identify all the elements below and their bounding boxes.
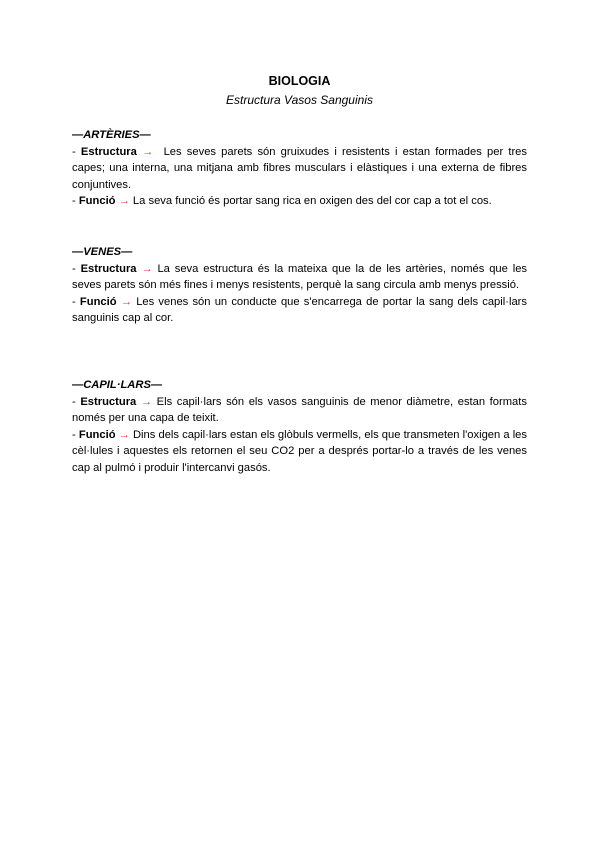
bullet-dash: - [72,145,81,158]
arrow-icon: → [140,395,153,408]
arrow-icon: → [118,428,130,441]
function-label: Funció [78,195,116,208]
arrow-icon: → [118,195,130,208]
section-heading: —ARTÈRIES— [72,129,151,141]
bullet-dash: - [72,295,80,308]
bullet-dash: - [72,195,79,208]
bullet-dash: - [72,428,79,441]
arrow-icon: → [141,262,153,275]
structure-text: La seva estructura és la mateixa que la de les artèries, només que les seves parets són més fines i menys resistents, perquè la sang circula amb menys pressió. [72,262,528,292]
arrow-icon: → [120,295,132,308]
structure-label: Estructura [80,395,137,408]
bullet-dash: - [72,395,81,408]
function-label: Funció [79,295,117,308]
function-paragraph [72,294,527,327]
arrow-icon: → [142,145,154,158]
structure-label: Estructura [80,262,137,275]
function-text: Dins dels capil·lars estan els glòbuls vermells, els que transmeten l'oxigen a les cèl·lules i aquestes els retornen el seu CO2 per a després portar-lo a través de les venes cap al pulmó i produir l'intercanvi gasós. [72,428,528,474]
function-label: Funció [78,428,116,441]
structure-text: Les seves parets són gruixudes i resistents i estan formades per tres capes; una interna, una mitjana amb fibres musculars i elàstiques i una externa de fibres conjuntives. [72,145,528,191]
document-title: BIOLOGIA [268,74,331,88]
function-paragraph [72,193,527,210]
section-capillaries [72,377,527,477]
structure-paragraph [72,261,527,294]
function-text: La seva funció és portar sang rica en oxigen des del cor cap a tot el cos. [132,195,492,208]
structure-text: Els capil·lars són els vasos sanguinis de menor diàmetre, estan formats només per una capa de teixit. [72,395,527,425]
document-subtitle: Estructura Vasos Sanguinis [226,93,373,107]
structure-paragraph [72,144,527,194]
structure-paragraph [72,394,527,427]
structure-label: Estructura [80,145,137,158]
section-veins [72,244,527,327]
section-heading: —VENES— [72,246,133,258]
section-heading: —CAPIL·LARS— [72,379,163,391]
function-text: Les venes són un conducte que s'encarrega de portar la sang dels capil·lars sanguinis cap al cor. [72,295,527,325]
section-arteries [72,127,527,210]
bullet-dash: - [72,262,81,275]
function-paragraph [72,427,527,477]
